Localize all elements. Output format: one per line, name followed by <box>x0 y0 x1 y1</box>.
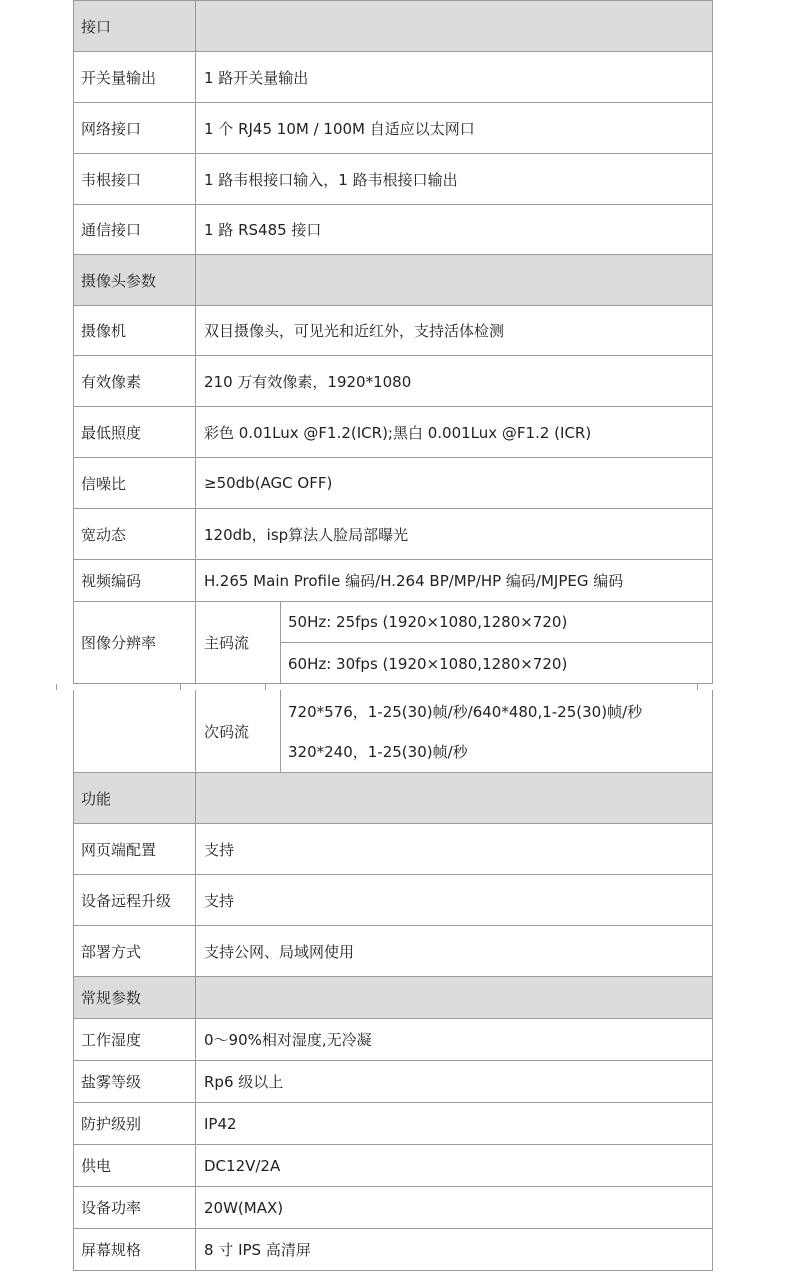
main-stream-value: 60Hz: 30fps (1920×1080,1280×720) <box>288 654 568 673</box>
row-value: 支持 <box>204 840 235 859</box>
table-row <box>73 875 713 926</box>
row-label: 防护级别 <box>74 1103 196 1144</box>
table-row <box>73 52 713 103</box>
section-filler <box>196 255 712 305</box>
table-row <box>73 1229 713 1271</box>
row-value: DC12V/2A <box>204 1156 281 1175</box>
main-stream-label: 主码流 <box>196 602 281 683</box>
table-row <box>73 509 713 560</box>
row-value: 210 万有效像素，1920*1080 <box>204 372 412 391</box>
row-label: 摄像机 <box>74 306 196 355</box>
section-header-general <box>73 977 713 1019</box>
section-header-camera <box>73 255 713 306</box>
row-label: 屏幕规格 <box>74 1229 196 1270</box>
resolution-label: 图像分辨率 <box>74 602 196 683</box>
row-value: 支持公网、局域网使用 <box>204 942 355 961</box>
row-label: 宽动态 <box>74 509 196 559</box>
section-filler <box>196 977 712 1018</box>
slice-gap-marks <box>0 684 790 690</box>
table-row <box>73 560 713 602</box>
row-label: 盐雾等级 <box>74 1061 196 1102</box>
row-label: 网络接口 <box>74 103 196 153</box>
main-stream-value: 50Hz: 25fps (1920×1080,1280×720) <box>281 602 712 643</box>
section-header-function <box>73 773 713 824</box>
row-value: 1 路 RS485 接口 <box>204 221 322 239</box>
section-title: 摄像头参数 <box>74 255 196 305</box>
row-value: IP42 <box>204 1114 237 1133</box>
row-value: 1 路韦根接口输入，1 路韦根接口输出 <box>204 170 458 189</box>
row-label: 最低照度 <box>74 407 196 457</box>
row-label: 供电 <box>74 1145 196 1186</box>
row-label: 开关量输出 <box>74 52 196 102</box>
table-row <box>73 926 713 977</box>
sub-stream-value: 720*576，1-25(30)帧/秒/640*480,1-25(30)帧/秒 <box>288 702 643 721</box>
row-value: 1 路开关量输出 <box>204 68 309 87</box>
row-label: 有效像素 <box>74 356 196 406</box>
gap-tick <box>697 684 698 690</box>
row-value: H.265 Main Profile 编码/H.264 BP/MP/HP 编码/MJPEG 编码 <box>204 572 624 590</box>
table-row <box>73 103 713 154</box>
section-header-interface <box>73 0 713 52</box>
row-label: 部署方式 <box>74 926 196 976</box>
row-value: 支持 <box>204 891 235 910</box>
table-row <box>73 356 713 407</box>
table-row <box>73 407 713 458</box>
table-row <box>73 1019 713 1061</box>
row-label: 韦根接口 <box>74 154 196 204</box>
row-label: 工作湿度 <box>74 1019 196 1060</box>
row-value: Rp6 级以上 <box>204 1073 284 1091</box>
section-filler <box>196 1 712 51</box>
row-label: 视频编码 <box>74 560 196 601</box>
row-value: 彩色 0.01Lux @F1.2(ICR);黑白 0.001Lux @F1.2 (ICR) <box>204 423 592 442</box>
section-title: 接口 <box>74 1 196 51</box>
row-value: 1 个 RJ45 10M / 100M 自适应以太网口 <box>204 119 475 138</box>
row-value: 0～90%相对湿度,无冷凝 <box>204 1031 372 1049</box>
resolution-label-continued <box>74 690 196 772</box>
row-label: 设备远程升级 <box>74 875 196 925</box>
table-row <box>73 205 713 255</box>
row-value: 8 寸 IPS 高清屏 <box>204 1241 311 1259</box>
resolution-sub-block <box>73 690 713 773</box>
table-row <box>73 1187 713 1229</box>
section-title: 功能 <box>74 773 196 823</box>
section-filler <box>196 773 712 823</box>
table-row <box>73 824 713 875</box>
sub-stream-label: 次码流 <box>196 690 281 772</box>
sub-stream-value: 320*240，1-25(30)帧/秒 <box>288 742 468 761</box>
table-row <box>73 154 713 205</box>
row-value: 20W(MAX) <box>204 1198 284 1217</box>
row-value: 双目摄像头，可见光和近红外，支持活体检测 <box>204 322 505 340</box>
row-label: 信噪比 <box>74 458 196 508</box>
gap-tick <box>56 684 57 690</box>
section-title: 常规参数 <box>74 977 196 1018</box>
row-value: 120db，isp算法人脸局部曝光 <box>204 525 409 544</box>
row-value: ≥50db(AGC OFF) <box>204 474 333 492</box>
gap-tick <box>180 684 181 690</box>
gap-tick <box>265 684 266 690</box>
row-label: 设备功率 <box>74 1187 196 1228</box>
table-row <box>73 1145 713 1187</box>
table-row <box>73 1103 713 1145</box>
row-label: 网页端配置 <box>74 824 196 874</box>
table-row <box>73 458 713 509</box>
row-label: 通信接口 <box>74 205 196 254</box>
table-row <box>73 306 713 356</box>
table-row <box>73 1061 713 1103</box>
resolution-main-block <box>73 602 713 684</box>
